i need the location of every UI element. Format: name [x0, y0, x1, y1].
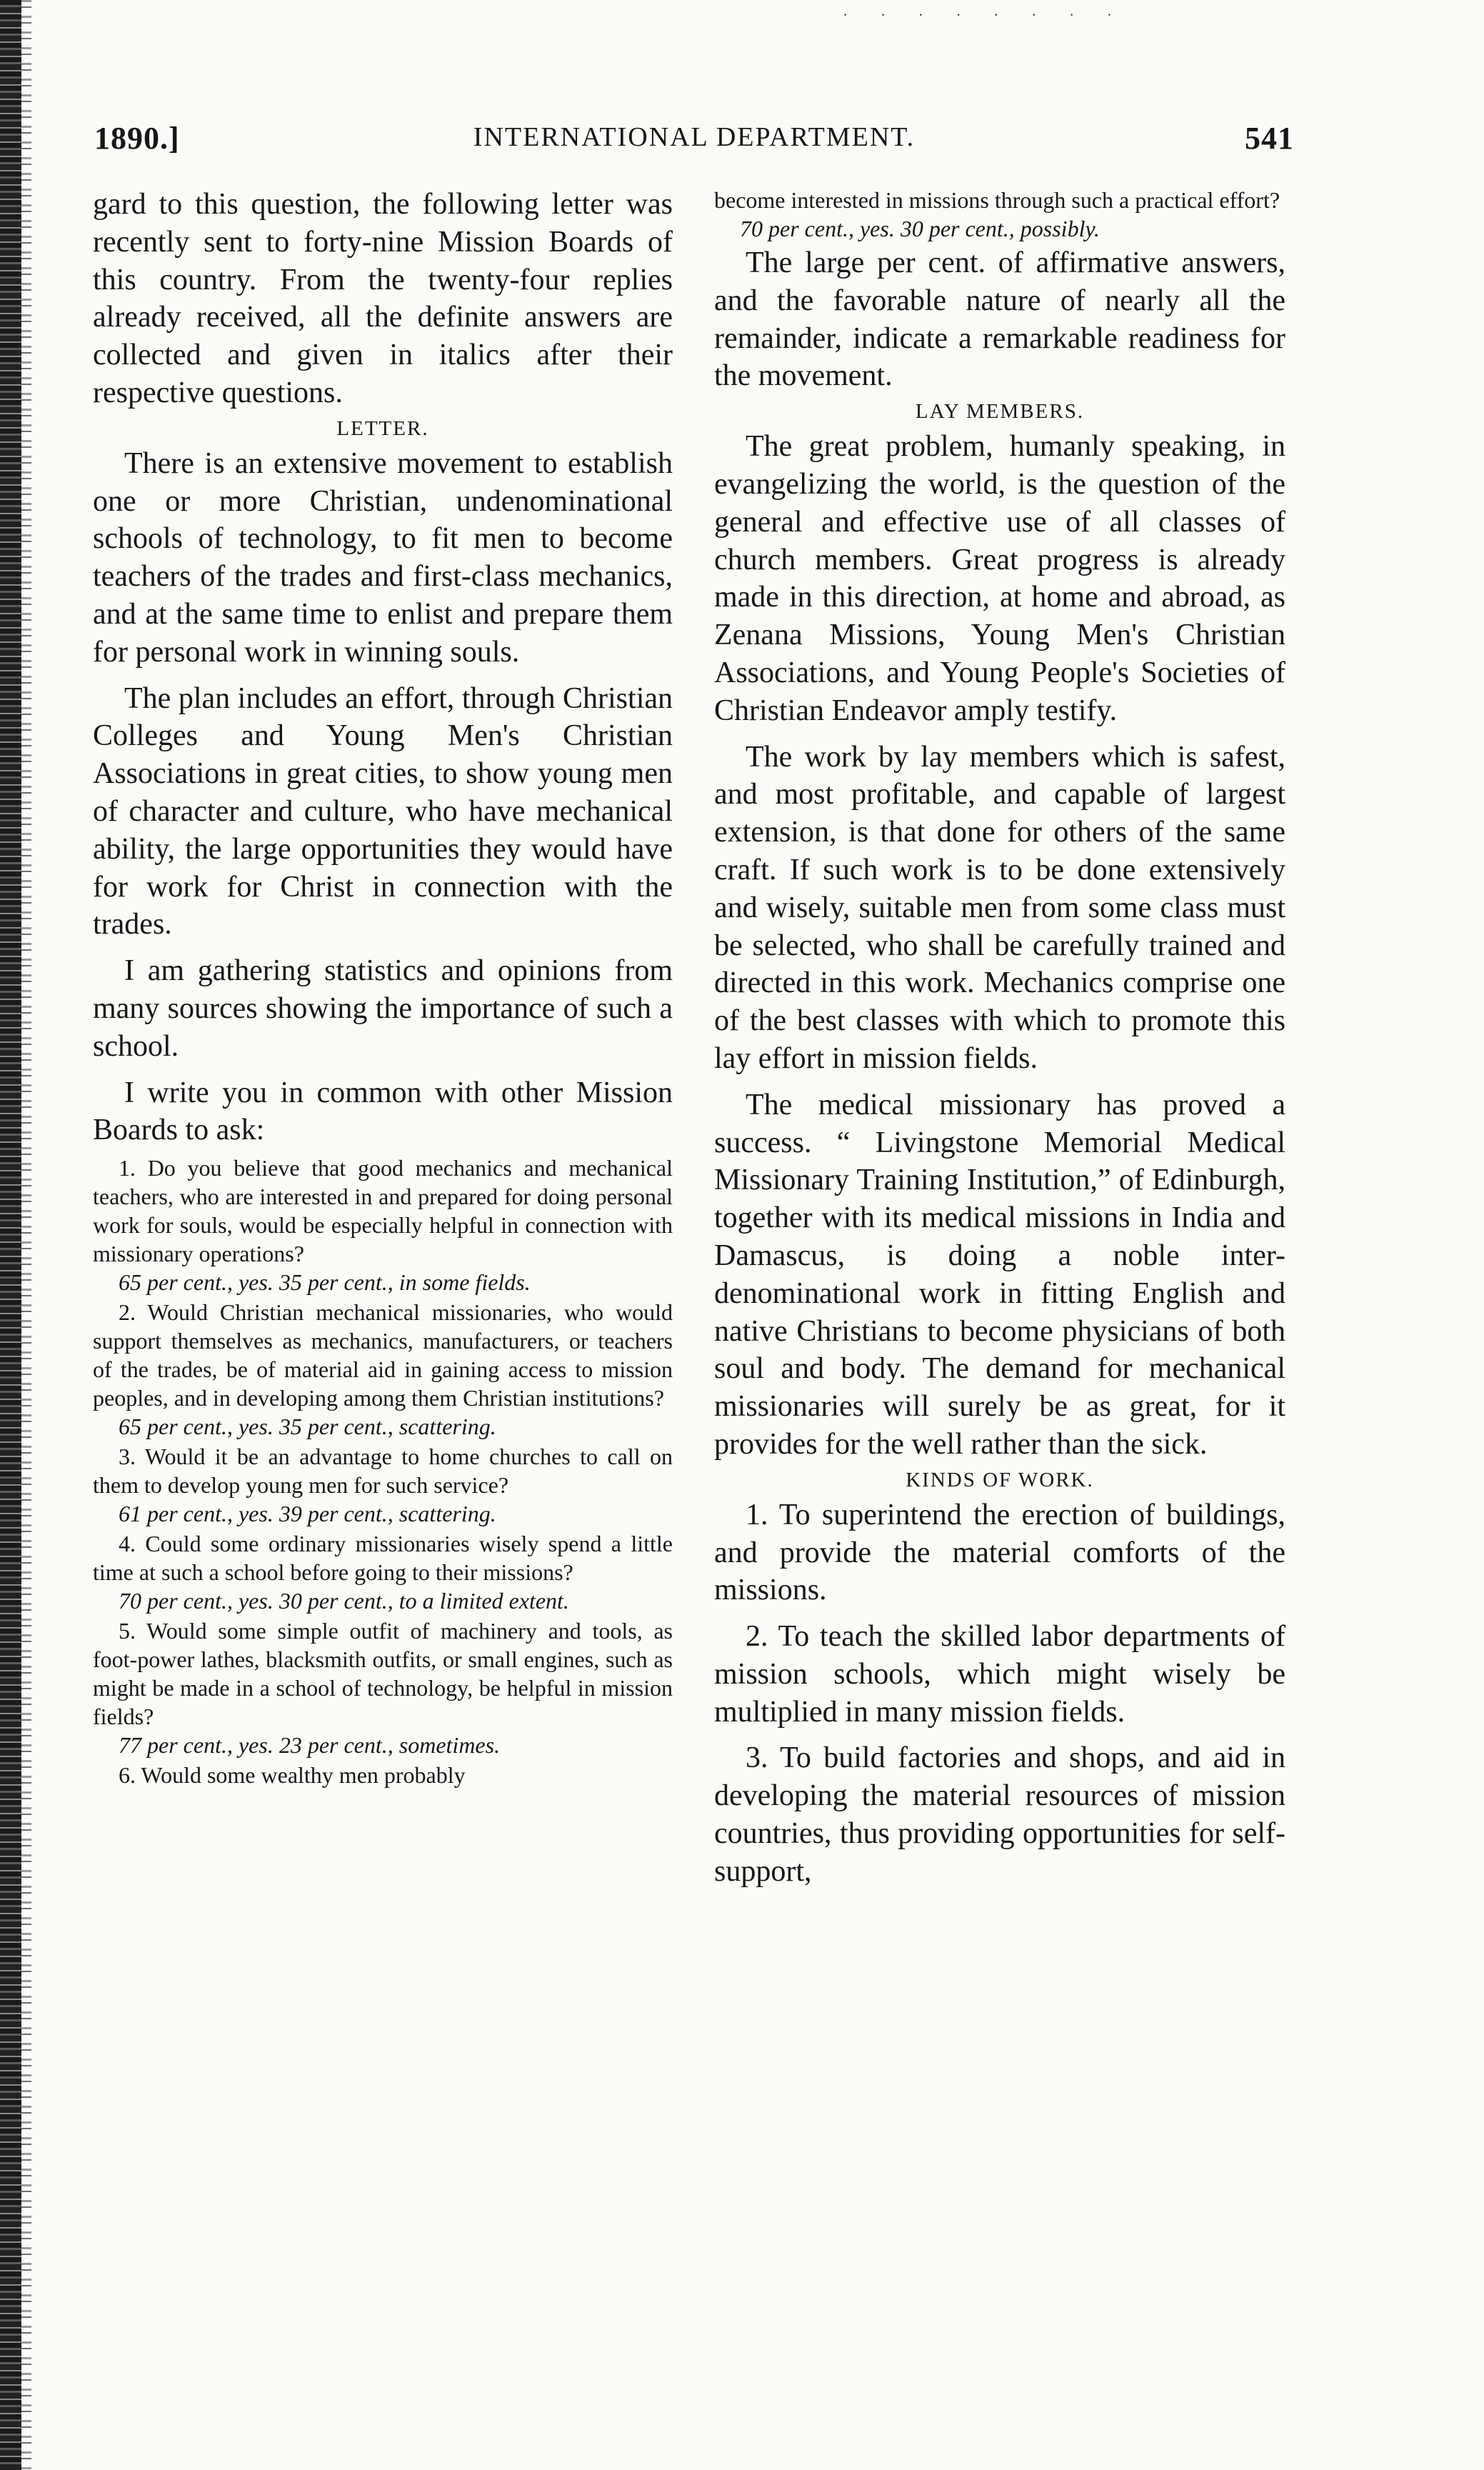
answer-5: 77 per cent., yes. 23 per cent., sometimes.	[119, 1732, 501, 1759]
paragraph: The medical missionary has proved a success. “ Livingstone Memorial Medical Missionary Training Institution,” of Edinburgh, together with its medical missions in India and Damascus, is doing a noble inter-denominational work in fitting English and native Christians to become physicians of both soul and body. The demand for mechanical missionaries will surely be as great, for it provides for the well rather than the sick.	[714, 1088, 1285, 1461]
answer-2: 65 per cent., yes. 35 per cent., scattering.	[119, 1414, 496, 1440]
header-year: 1890.]	[94, 121, 180, 156]
answer-4: 70 per cent., yes. 30 per cent., to a limited extent.	[119, 1588, 569, 1614]
question-3: 3. Would it be an advantage to home churches to call on them to develop young men for such service?	[93, 1444, 673, 1499]
left-column	[93, 186, 673, 1789]
paragraph: I write you in common with other Mission Boards to ask:	[93, 1076, 673, 1147]
scan-specks: · · · · · · · ·	[843, 6, 1127, 24]
paragraph: I am gathering statistics and opinions from many sources showing the importance of such a school.	[93, 954, 673, 1063]
question-6-continued: become interested in missions through such a practical effort?	[714, 187, 1280, 213]
paragraph: The large per cent. of affirmative answers, and the favorable nature of nearly all the remainder, indicate a remarkable readiness for the movement.	[714, 246, 1285, 393]
list-item: 3. To build factories and shops, and aid in developing the material resources of mission countries, thus providing opportunities for self-support,	[714, 1741, 1285, 1888]
answer-3: 61 per cent., yes. 39 per cent., scattering.	[119, 1501, 496, 1527]
scan-binding-shadow	[21, 0, 31, 2470]
list-item: 1. To superintend the erection of buildings, and provide the material comforts of the missions.	[714, 1498, 1285, 1607]
scan-binding-edge	[0, 0, 21, 2470]
answer-1: 65 per cent., yes. 35 per cent., in some fields.	[119, 1269, 531, 1296]
paragraph: There is an extensive movement to establish one or more Christian, undenominational schools of technology, to fit men to become teachers of the trades and first-class mechanics, and at the same time to enlist and prepare them for personal work in winning souls.	[93, 446, 673, 669]
page-number: 541	[1245, 121, 1294, 156]
paragraph: gard to this question, the following letter was recently sent to forty-nine Mission Boards of this country. From the twenty-four replies already received, all the definite answers are collected and given in italics after their respective questions.	[93, 188, 673, 409]
answer-6: 70 per cent., yes. 30 per cent., possibly.	[740, 216, 1100, 241]
question-1: 1. Do you believe that good mechanics and mechanical teachers, who are interested in and prepared for doing personal work for souls, would be especially helpful in connection with missionary operations?	[93, 1155, 673, 1267]
question-2: 2. Would Christian mechanical missionaries, who would support themselves as mechanics, manufacturers, or teachers of the trades, be of material aid in gaining access to mission peoples, and in developing among them Christian institutions?	[93, 1299, 673, 1411]
header-title: INTERNATIONAL DEPARTMENT.	[473, 122, 916, 152]
page-header	[94, 120, 1294, 163]
paragraph: The work by lay members which is safest, and most profitable, and capable of largest extension, is that done for others of the same craft. If such work is to be done extensively and wisely, suitable men from some class must be selected, who shall be carefully trained and directed in this work. Mechanics comprise one of the best classes with which to promote this lay effort in mission fields.	[714, 740, 1285, 1075]
section-heading-lay-members: LAY MEMBERS.	[915, 400, 1085, 424]
question-6: 6. Would some wealthy men probably	[119, 1762, 466, 1789]
right-column	[714, 186, 1285, 1891]
paragraph: The plan includes an effort, through Christian Colleges and Young Men's Christian Associations in great cities, to show young men of character and culture, who have mechanical ability, the large opportunities they would have for work for Christ in connection with the trades.	[93, 681, 673, 941]
list-item: 2. To teach the skilled labor departments of mission schools, which might wisely be multiplied in many mission fields.	[714, 1620, 1285, 1729]
paragraph: The great problem, humanly speaking, in evangelizing the world, is the question of the general and effective use of all classes of church members. Great progress is already made in this direction, at home and abroad, as Zenana Missions, Young Men's Christian Associations, and Young People's Societies of Christian Endeavor amply testify.	[714, 430, 1285, 727]
question-4: 4. Could some ordinary missionaries wisely spend a little time at such a school before going to their missions?	[93, 1531, 673, 1586]
question-5: 5. Would some simple outfit of machinery and tools, as foot-power lathes, blacksmith outfits, or small engines, such as might be made in a school of technology, be helpful in mission fields?	[93, 1618, 673, 1730]
section-heading-kinds-of-work: KINDS OF WORK.	[906, 1468, 1094, 1491]
section-heading-letter: LETTER.	[336, 416, 429, 440]
